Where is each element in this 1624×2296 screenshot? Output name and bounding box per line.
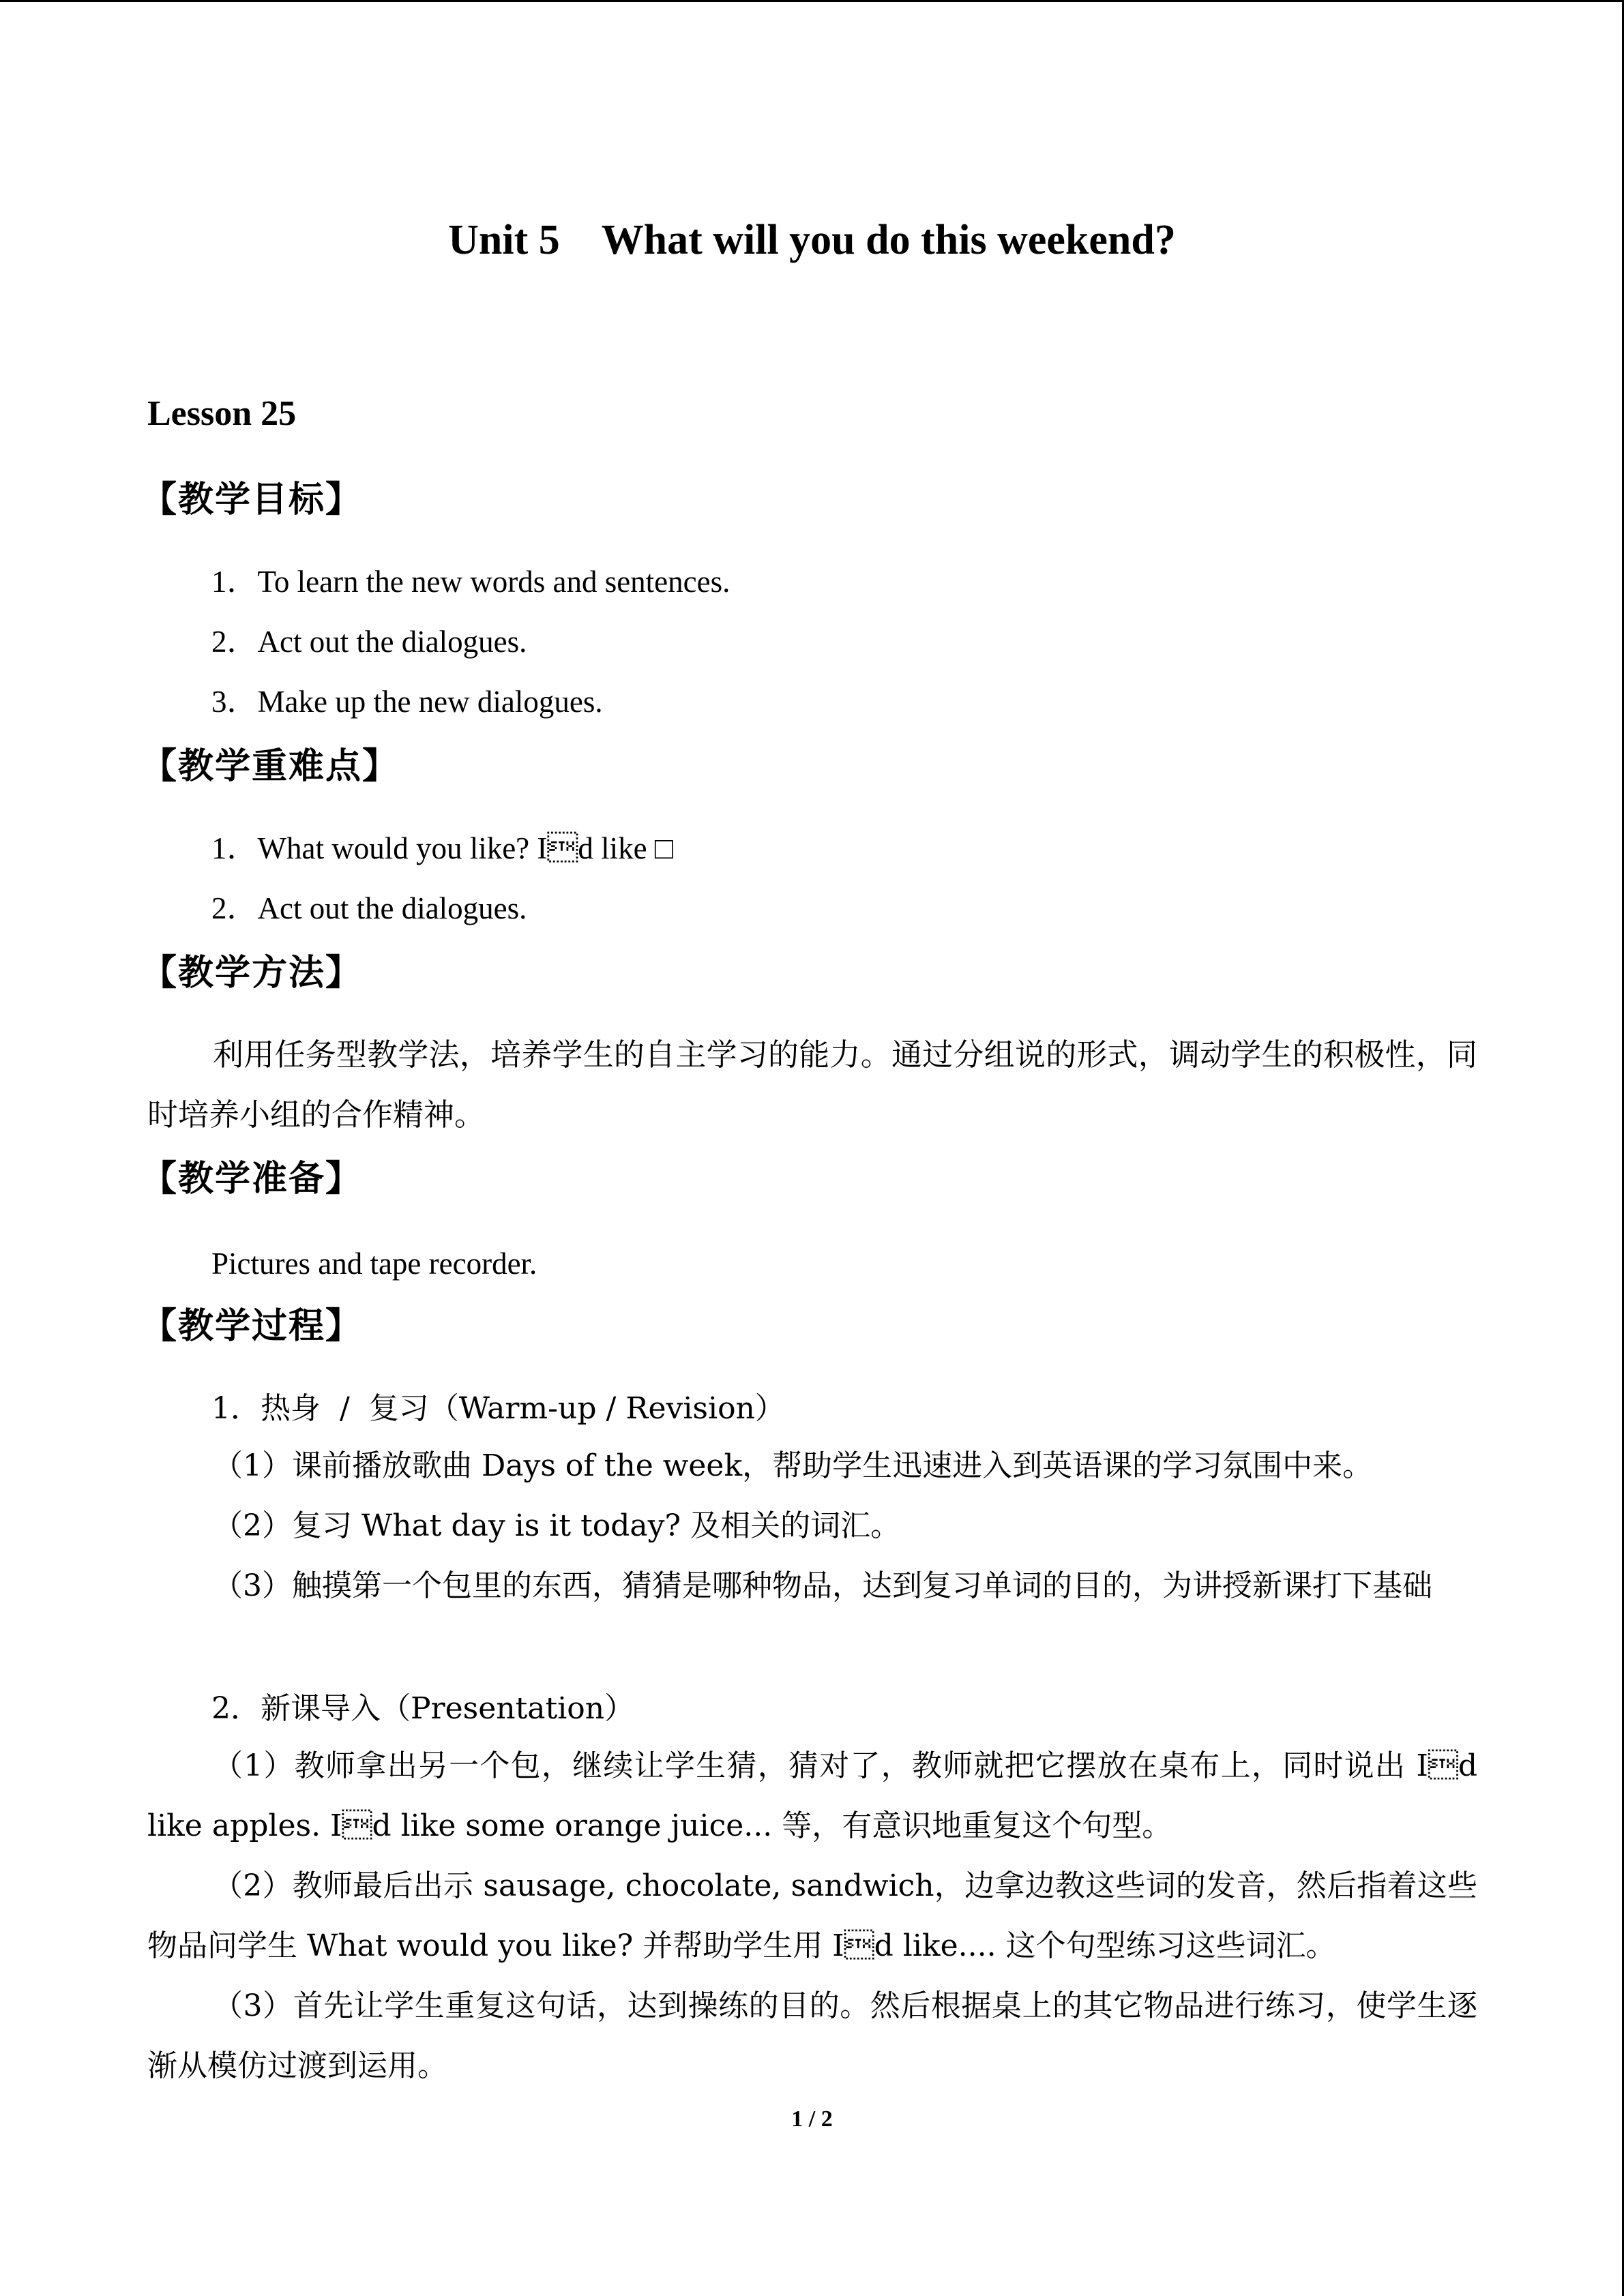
unit-title: Unit 5 What will you do this weekend?	[448, 217, 1176, 263]
process-step-1: 1．热身 / 复习（Warm-up / Revision）	[211, 1391, 785, 1426]
process-step-2: 2．新课导入（Presentation）	[211, 1691, 635, 1726]
preparation-text: Pictures and tape recorder.	[211, 1247, 537, 1281]
methods-heading: 【教学方法】	[141, 953, 363, 994]
top-border	[0, 0, 1624, 2]
step1-item-3: （3）触摸第一个包里的东西，猜猜是哪种物品，达到复习单词的目的，为讲授新课打下基础	[213, 1568, 1432, 1603]
objective-item-2: 2．Act out the dialogues.	[211, 625, 527, 659]
key-points-heading: 【教学重难点】	[141, 746, 400, 787]
preparation-heading: 【教学准备】	[141, 1159, 363, 1199]
key-point-item-2: 2．Act out the dialogues.	[211, 891, 527, 925]
key-point-item-1: 1．What would you like? Id like □	[211, 831, 674, 865]
step2-item-1: （1）教师拿出另一个包，继续让学生猜，猜对了，教师就把它摆放在桌布上，同时说出 Id like apples. Id like some orange juice... 等，有意识地重复这个句型。	[147, 1748, 1477, 1843]
objective-item-1: 1．To learn the new words and sentences.	[211, 565, 730, 599]
step1-item-2: （2）复习 What day is it today? 及相关的词汇。	[213, 1508, 901, 1543]
step2-item-3: （3）首先让学生重复这句话，达到操练的目的。然后根据桌上的其它物品进行练习，使学生逐渐从模仿过渡到运用。	[147, 1988, 1477, 2083]
lesson-heading: Lesson 25	[147, 394, 297, 433]
methods-paragraph: 利用任务型教学法，培养学生的自主学习的能力。通过分组说的形式，调动学生的积极性，同时培养小组的合作精神。	[147, 1037, 1477, 1133]
step1-item-1: （1）课前播放歌曲 Days of the week，帮助学生迅速进入到英语课的学习氛围中来。	[213, 1448, 1373, 1483]
page-number: 1 / 2	[791, 2106, 833, 2132]
objective-item-3: 3．Make up the new dialogues.	[211, 685, 603, 719]
process-heading: 【教学过程】	[141, 1306, 363, 1347]
objectives-heading: 【教学目标】	[141, 479, 363, 520]
step2-item-2: （2）教师最后出示 sausage, chocolate, sandwich，边拿边教这些词的发音，然后指着这些物品问学生 What would you like? 并帮助学生用 Id like.... 这个句型练习这些词汇。	[147, 1868, 1477, 1963]
